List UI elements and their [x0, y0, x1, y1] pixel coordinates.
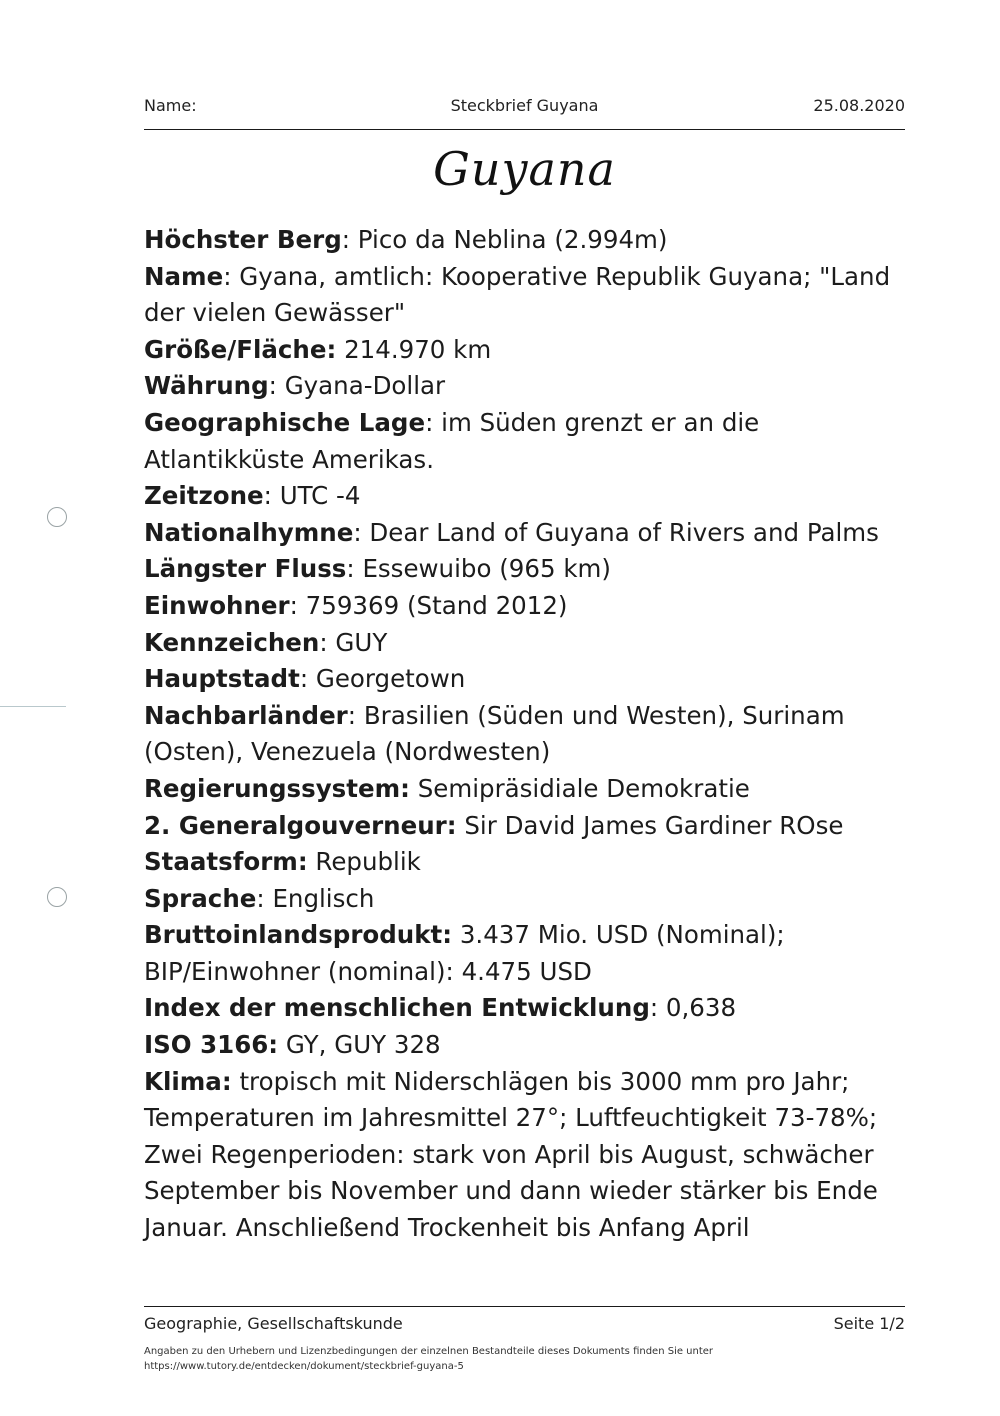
- fact-hdi: Index der menschlichen Entwicklung: 0,638: [144, 993, 737, 1023]
- page-footer: [144, 1314, 905, 1336]
- page-number: Seite 1/2: [833, 1314, 905, 1333]
- fact-population: Einwohner: 759369 (Stand 2012): [144, 590, 568, 620]
- fact-national-anthem: Nationalhymne: Dear Land of Guyana of Rivers and Palms: [144, 517, 879, 547]
- fact-climate: Klima: tropisch mit Niderschlägen bis 3000 mm pro Jahr; Temperaturen im Jahresmittel 27°; Luftfeuchtigkeit 73-78%; Zwei Regenperioden: stark von April bis August, schwächer September bis November und dann wieder stärker bis Ende Januar. Anschließend Trockenheit bis Anfang April: [144, 1066, 878, 1243]
- name-label: Name:: [144, 96, 197, 115]
- page-header: [144, 96, 905, 118]
- footer-subjects: Geographie, Gesellschaftskunde: [144, 1314, 403, 1333]
- document-title: Steckbrief Guyana: [450, 96, 599, 115]
- fact-geographic-location: Geographische Lage: im Süden grenzt er an die Atlantikküste Amerikas.: [144, 407, 760, 474]
- fact-vehicle-code: Kennzeichen: GUY: [144, 627, 388, 657]
- fact-governor-general: 2. Generalgouverneur: Sir David James Gardiner ROse: [144, 810, 844, 840]
- fact-government-system: Regierungssystem: Semipräsidiale Demokratie: [144, 773, 750, 803]
- punch-hole-mark-bottom: [47, 887, 67, 907]
- fact-form-of-state: Staatsform: Republik: [144, 847, 421, 877]
- footer-divider: [144, 1306, 905, 1307]
- page-title: Guyana: [433, 142, 616, 196]
- punch-hole-mark-top: [47, 507, 67, 527]
- fact-time-zone: Zeitzone: UTC -4: [144, 481, 361, 511]
- header-divider: [144, 129, 905, 130]
- fact-area: Größe/Fläche: 214.970 km: [144, 334, 492, 364]
- fact-gdp: Bruttoinlandsprodukt: 3.437 Mio. USD (Nominal); BIP/Einwohner (nominal): 4.475 USD: [144, 920, 785, 986]
- fact-language: Sprache: Englisch: [144, 883, 375, 913]
- license-note-link[interactable]: https://www.tutory.de/entdecken/dokument/steckbrief-guyana-5: [144, 1361, 464, 1372]
- fact-highest-mountain: Höchster Berg: Pico da Neblina (2.994m): [144, 225, 668, 254]
- fact-currency: Währung: Gyana-Dollar: [144, 371, 446, 401]
- fact-capital: Hauptstadt: Georgetown: [144, 664, 466, 694]
- fold-mark: [0, 706, 66, 707]
- fact-longest-river: Längster Fluss: Essewuibo (965 km): [144, 554, 611, 584]
- license-note: [144, 1344, 905, 1374]
- fact-neighbors: Nachbarländer: Brasilien (Süden und Westen), Surinam (Osten), Venezuela (Nordwesten): [144, 700, 845, 767]
- fact-name: Name: Gyana, amtlich: Kooperative Republik Guyana; "Land der vielen Gewässer": [144, 261, 891, 328]
- fact-list: [144, 222, 904, 1247]
- document-date: 25.08.2020: [813, 96, 905, 115]
- fact-iso-3166: ISO 3166: GY, GUY 328: [144, 1030, 441, 1060]
- license-note-text: Angaben zu den Urhebern und Lizenzbedingungen der einzelnen Bestandteile dieses Dokuments finden Sie unter: [144, 1346, 714, 1357]
